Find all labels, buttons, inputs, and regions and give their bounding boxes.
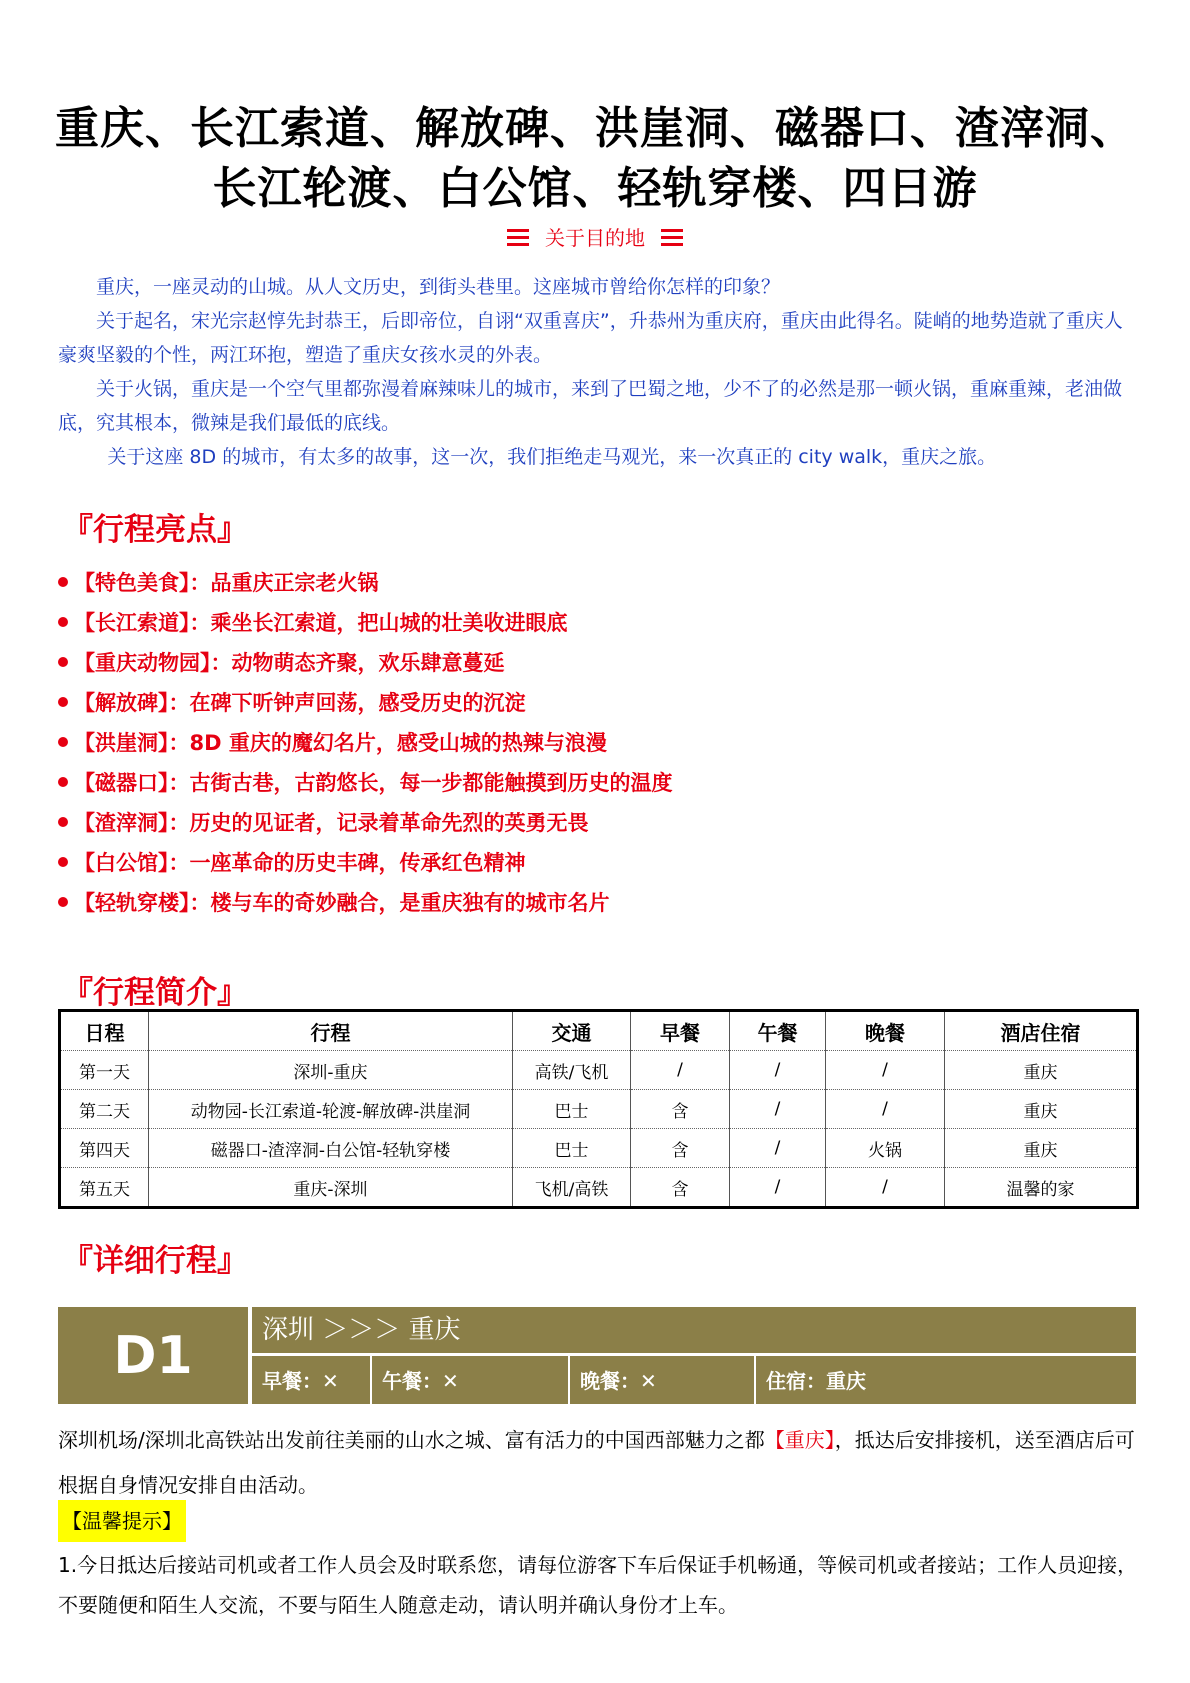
page-title-line-1: 重庆、长江索道、解放碑、洪崖洞、磁器口、渣滓洞、 — [55, 103, 1135, 154]
table-cell: 第四天 — [60, 1129, 149, 1168]
highlight-text: 【磁器口】：古街古巷，古韵悠长，每一步都能触摸到历史的温度 — [74, 771, 673, 795]
column-header: 早餐 — [631, 1011, 730, 1051]
table-cell: / — [826, 1168, 945, 1208]
highlight-item — [58, 883, 673, 923]
day1-label: D1 — [58, 1307, 248, 1404]
destination-highlight: 【重庆】 — [764, 1428, 835, 1452]
table-cell: 巴士 — [513, 1090, 631, 1129]
table-row — [60, 1168, 1138, 1208]
details-heading: 『详细行程』 — [62, 1243, 248, 1279]
page-title-line-2: 长江轮渡、白公馆、轻轨穿楼、四日游 — [212, 163, 978, 214]
table-cell: / — [730, 1051, 826, 1090]
table-cell: 含 — [631, 1090, 730, 1129]
intro-paragraph: 关于起名，宋光宗赵惇先封恭王，后即帝位，自诩“双重喜庆”，升恭州为重庆府，重庆由此得名。陡峭的地势造就了重庆人豪爽坚毅的个性，两江环抱，塑造了重庆女孩水灵的外表。 — [58, 310, 1123, 366]
column-header: 酒店住宿 — [945, 1011, 1138, 1051]
bullet-icon — [58, 577, 68, 587]
highlight-item — [58, 843, 673, 883]
highlight-text: 【解放碑】：在碑下听钟声回荡，感受历史的沉淀 — [74, 691, 526, 715]
schedule-table — [58, 1009, 1139, 1209]
bullet-icon — [58, 697, 68, 707]
warm-tip-label: 【温馨提示】 — [58, 1500, 186, 1542]
table-cell: 温馨的家 — [1006, 1179, 1075, 1200]
table-cell: 高铁/飞机 — [513, 1051, 631, 1090]
table-cell: / — [631, 1051, 730, 1090]
highlight-item — [58, 723, 673, 763]
highlights-list — [58, 563, 673, 923]
table-cell: 重庆 — [945, 1051, 1138, 1090]
day1-description — [58, 1418, 1140, 1508]
breakfast-info: 早餐：✕ — [262, 1369, 339, 1393]
hotel-info: 住宿：重庆 — [766, 1369, 866, 1393]
table-cell: 重庆 — [945, 1090, 1138, 1129]
highlight-text: 【长江索道】：乘坐长江索道，把山城的壮美收进眼底 — [74, 611, 568, 635]
highlights-heading: 『行程亮点』 — [62, 512, 248, 548]
table-cell: 深圳-重庆 — [149, 1051, 513, 1090]
table-cell: / — [826, 1090, 945, 1129]
table-cell: 巴士 — [513, 1129, 631, 1168]
table-cell: 第五天 — [60, 1168, 149, 1208]
column-header: 午餐 — [730, 1011, 826, 1051]
table-row — [60, 1051, 1138, 1090]
table-cell: 磁器口-渣滓洞-白公馆-轻轨穿楼 — [149, 1129, 513, 1168]
highlight-text: 【渣滓洞】：历史的见证者，记录着革命先烈的英勇无畏 — [74, 811, 589, 835]
bullet-icon — [58, 777, 68, 787]
table-cell: 第一天 — [60, 1051, 149, 1090]
table-cell: / — [730, 1129, 826, 1168]
description-text: ，抵达后安排接机，送至酒店后可根据自身情况安排自由活动。 — [58, 1428, 1135, 1497]
bullet-icon — [58, 897, 68, 907]
bullet-icon — [58, 617, 68, 627]
day1-route: 深圳 ＞＞＞ 重庆 — [252, 1307, 1136, 1353]
table-header-row — [60, 1011, 1138, 1051]
bullet-icon — [58, 657, 68, 667]
table-cell: / — [826, 1051, 945, 1090]
table-cell: 重庆-深圳 — [149, 1168, 513, 1208]
bullet-icon — [58, 857, 68, 867]
highlight-item — [58, 643, 673, 683]
dinner-info: 晚餐：✕ — [580, 1369, 657, 1393]
bullet-icon — [58, 737, 68, 747]
table-cell: 动物园-长江索道-轮渡-解放碑-洪崖洞 — [149, 1090, 513, 1129]
table-cell: 含 — [631, 1129, 730, 1168]
about-destination-heading — [0, 222, 1190, 251]
menu-lines-icon — [661, 229, 683, 247]
table-cell: / — [730, 1168, 826, 1208]
column-header: 晚餐 — [826, 1011, 945, 1051]
highlight-text: 【白公馆】：一座革命的历史丰碑，传承红色精神 — [74, 851, 526, 875]
description-text: 深圳机场/深圳北高铁站出发前往美丽的山水之城、富有活力的中国西部魅力之都 — [58, 1428, 765, 1452]
highlight-item — [58, 803, 673, 843]
intro-paragraph: 关于火锅，重庆是一个空气里都弥漫着麻辣味儿的城市，来到了巴蜀之地，少不了的必然是那一顿火锅，重麻重辣，老油做底，究其根本，微辣是我们最低的底线。 — [58, 378, 1123, 434]
table-cell: 火锅 — [826, 1129, 945, 1168]
intro-text — [58, 270, 1140, 474]
column-header: 日程 — [60, 1011, 149, 1051]
day1-header — [58, 1307, 1136, 1407]
table-cell: 含 — [631, 1168, 730, 1208]
highlight-text: 【重庆动物园】：动物萌态齐聚，欢乐肆意蔓延 — [74, 651, 505, 675]
menu-lines-icon — [507, 229, 529, 247]
table-row — [60, 1090, 1138, 1129]
highlight-item — [58, 763, 673, 803]
table-cell: / — [730, 1090, 826, 1129]
highlight-text: 【特色美食】：品重庆正宗老火锅 — [74, 571, 379, 595]
table-row — [60, 1129, 1138, 1168]
table-cell: 第二天 — [60, 1090, 149, 1129]
table-cell: 飞机/高铁 — [513, 1168, 631, 1208]
bullet-icon — [58, 817, 68, 827]
highlight-text: 【轻轨穿楼】：楼与车的奇妙融合，是重庆独有的城市名片 — [74, 891, 610, 915]
highlight-text: 【洪崖洞】：8D 重庆的魔幻名片，感受山城的热辣与浪漫 — [74, 731, 607, 755]
column-header: 交通 — [513, 1011, 631, 1051]
column-header: 行程 — [149, 1011, 513, 1051]
highlight-item — [58, 563, 673, 603]
highlight-item — [58, 683, 673, 723]
highlight-item — [58, 603, 673, 643]
intro-paragraph: 关于这座 8D 的城市，有太多的故事，这一次，我们拒绝走马观光，来一次真正的 city walk，重庆之旅。 — [107, 446, 997, 468]
about-destination-label: 关于目的地 — [545, 226, 645, 250]
overview-heading: 『行程简介』 — [62, 975, 248, 1011]
table-cell: 重庆 — [945, 1129, 1138, 1168]
lunch-info: 午餐：✕ — [382, 1369, 459, 1393]
intro-paragraph: 重庆，一座灵动的山城。从人文历史，到街头巷里。这座城市曾给你怎样的印象？ — [96, 276, 781, 298]
day1-meals-bar — [252, 1356, 1136, 1404]
warm-tip-text: 1.今日抵达后接站司机或者工作人员会及时联系您，请每位游客下车后保证手机畅通，等候司机或者接站；工作人员迎接，不要随便和陌生人交流，不要与陌生人随意走动，请认明并确认身份才上车。 — [58, 1553, 1138, 1617]
